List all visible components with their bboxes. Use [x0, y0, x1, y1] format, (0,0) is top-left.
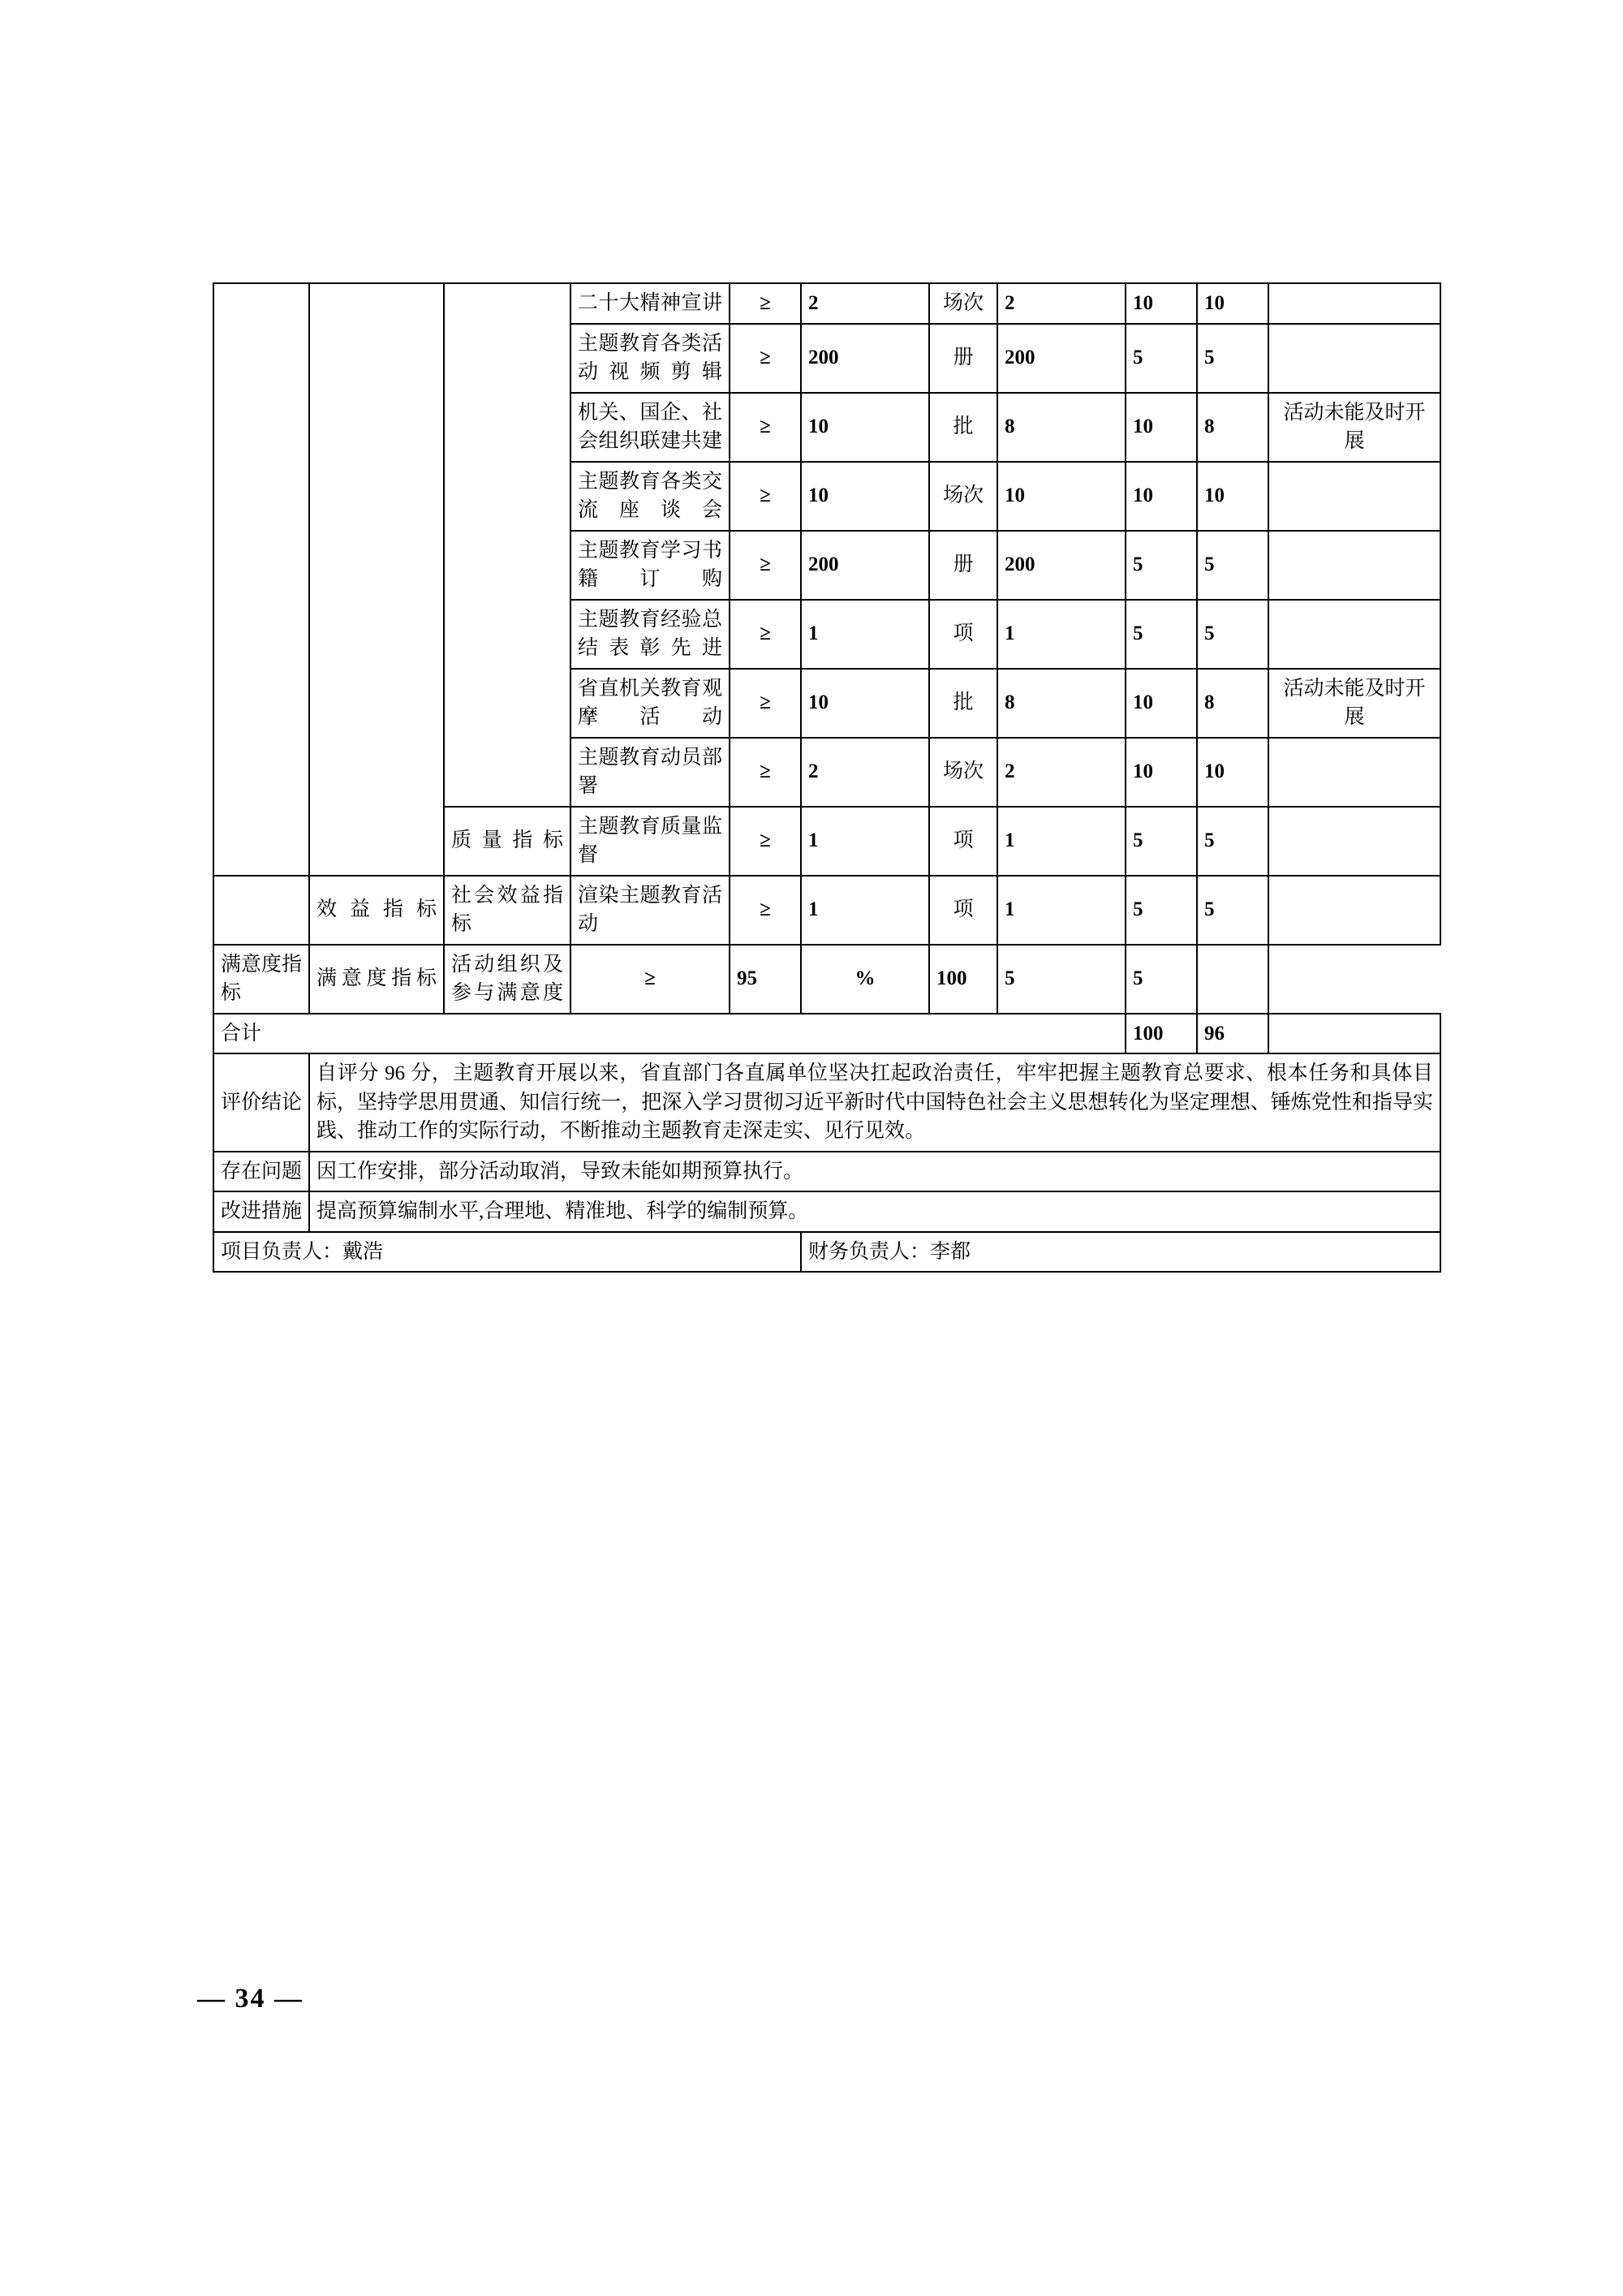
table-row — [213, 876, 1440, 945]
score-full: 5 — [1126, 876, 1197, 945]
unit-cell: 场次 — [929, 462, 997, 531]
remark-cell: 活动未能及时开展 — [1268, 669, 1440, 738]
level3-label: 社会效益指标 — [444, 876, 570, 945]
level2-label: 满意度指标 — [309, 945, 444, 1014]
actual-value: 8 — [997, 393, 1126, 462]
target-value: 200 — [801, 531, 929, 600]
conclusion-row — [213, 1053, 1440, 1152]
actual-value: 10 — [997, 462, 1126, 531]
unit-cell: 项 — [929, 600, 997, 669]
remark-cell — [1268, 738, 1440, 807]
score-full: 10 — [1126, 738, 1197, 807]
performance-evaluation-table — [213, 282, 1433, 1273]
level2-label: 效益指标 — [309, 876, 444, 945]
score-get: 10 — [1197, 283, 1268, 324]
score-get: 8 — [1197, 669, 1268, 738]
target-value: 10 — [801, 669, 929, 738]
symbol-cell: ≥ — [730, 600, 801, 669]
score-get: 5 — [1197, 531, 1268, 600]
score-full: 10 — [1126, 393, 1197, 462]
indicators-table — [213, 282, 1441, 1273]
total-score-get: 96 — [1197, 1014, 1268, 1054]
remark-cell — [1268, 283, 1440, 324]
target-value: 10 — [801, 462, 929, 531]
indicator-name: 渲染主题教育活动 — [570, 876, 730, 945]
score-get: 5 — [1197, 876, 1268, 945]
project-lead: 项目负责人：戴浩 — [213, 1232, 801, 1273]
score-full: 10 — [1126, 462, 1197, 531]
indicator-name: 二十大精神宣讲 — [570, 283, 730, 324]
indicator-name: 主题教育学习书籍订购 — [570, 531, 730, 600]
indicator-name: 主题教育动员部署 — [570, 738, 730, 807]
indicator-name: 省直机关教育观摩活动 — [570, 669, 730, 738]
remark-cell — [1268, 807, 1440, 876]
unit-cell: 批 — [929, 393, 997, 462]
unit-cell: 项 — [929, 807, 997, 876]
remark-cell — [1197, 945, 1268, 1014]
total-score-full: 100 — [1126, 1014, 1197, 1054]
indicator-name: 活动组织及参与满意度 — [444, 945, 570, 1014]
symbol-cell: ≥ — [730, 807, 801, 876]
remark-cell — [1268, 324, 1440, 393]
score-full: 5 — [997, 945, 1126, 1014]
conclusion-label: 评价结论 — [213, 1053, 309, 1152]
improvements-label: 改进措施 — [213, 1191, 309, 1232]
unit-cell: 册 — [929, 324, 997, 393]
target-value: 200 — [801, 324, 929, 393]
score-full: 5 — [1126, 807, 1197, 876]
score-get: 5 — [1197, 600, 1268, 669]
symbol-cell: ≥ — [730, 531, 801, 600]
target-value: 2 — [801, 283, 929, 324]
symbol-cell: ≥ — [730, 876, 801, 945]
score-full: 10 — [1126, 669, 1197, 738]
actual-value: 2 — [997, 283, 1126, 324]
actual-value: 1 — [997, 600, 1126, 669]
total-label: 合计 — [213, 1014, 1126, 1054]
symbol-cell: ≥ — [730, 738, 801, 807]
level1-label: 满意度指标 — [213, 945, 309, 1014]
score-full: 5 — [1126, 531, 1197, 600]
remark-cell — [1268, 462, 1440, 531]
actual-value: 200 — [997, 324, 1126, 393]
total-row — [213, 1014, 1440, 1054]
indicator-name: 机关、国企、社会组织联建共建 — [570, 393, 730, 462]
symbol-cell: ≥ — [730, 324, 801, 393]
score-get: 5 — [1197, 807, 1268, 876]
problems-label: 存在问题 — [213, 1152, 309, 1192]
improvements-row — [213, 1191, 1440, 1232]
page-number: — 34 — — [197, 1984, 304, 2014]
symbol-cell: ≥ — [730, 393, 801, 462]
actual-value: 1 — [997, 807, 1126, 876]
target-value: 95 — [730, 945, 801, 1014]
symbol-cell: ≥ — [730, 669, 801, 738]
score-full: 5 — [1126, 324, 1197, 393]
indicator-name: 主题教育各类活动视频剪辑 — [570, 324, 730, 393]
level1-cell-blank — [213, 876, 309, 945]
unit-cell: 册 — [929, 531, 997, 600]
problems-text: 因工作安排，部分活动取消，导致未能如期预算执行。 — [309, 1152, 1440, 1192]
finance-lead: 财务负责人：李都 — [801, 1232, 1440, 1273]
target-value: 2 — [801, 738, 929, 807]
unit-cell: 场次 — [929, 738, 997, 807]
table-row — [213, 283, 1440, 324]
score-get: 5 — [1197, 324, 1268, 393]
conclusion-text: 自评分 96 分，主题教育开展以来，省直部门各直属单位坚决扛起政治责任，牢牢把握主题教育总要求、根本任务和具体目标，坚持学思用贯通、知信行统一，把深入学习贯彻习近平新时代中国特色社会主义思想转化为坚定理想、锤炼党性和指导实践、推动工作的实际行动，不断推动主题教育走深走实、见行见效。 — [309, 1053, 1440, 1152]
level2-cell-blank — [309, 283, 444, 876]
symbol-cell: ≥ — [570, 945, 730, 1014]
target-value: 10 — [801, 393, 929, 462]
target-value: 1 — [801, 807, 929, 876]
actual-value: 100 — [929, 945, 997, 1014]
target-value: 1 — [801, 876, 929, 945]
actual-value: 8 — [997, 669, 1126, 738]
score-get: 8 — [1197, 393, 1268, 462]
score-full: 10 — [1126, 283, 1197, 324]
score-get: 10 — [1197, 738, 1268, 807]
unit-cell: % — [801, 945, 929, 1014]
actual-value: 2 — [997, 738, 1126, 807]
remark-cell — [1268, 531, 1440, 600]
remark-cell — [1268, 600, 1440, 669]
remark-cell: 活动未能及时开展 — [1268, 393, 1440, 462]
indicator-name: 主题教育质量监督 — [570, 807, 730, 876]
score-full: 5 — [1126, 600, 1197, 669]
problems-row — [213, 1152, 1440, 1192]
indicator-name: 主题教育经验总结表彰先进 — [570, 600, 730, 669]
symbol-cell: ≥ — [730, 283, 801, 324]
total-remark — [1268, 1014, 1440, 1054]
actual-value: 200 — [997, 531, 1126, 600]
signature-row — [213, 1232, 1440, 1273]
unit-cell: 场次 — [929, 283, 997, 324]
table-row — [213, 945, 1440, 1014]
level3-cell-blank — [444, 283, 570, 807]
level1-cell-blank — [213, 283, 309, 876]
actual-value: 1 — [997, 876, 1126, 945]
indicator-name: 主题教育各类交流座谈会 — [570, 462, 730, 531]
score-get: 5 — [1126, 945, 1197, 1014]
level3-label: 质量指标 — [444, 807, 570, 876]
improvements-text: 提高预算编制水平,合理地、精准地、科学的编制预算。 — [309, 1191, 1440, 1232]
symbol-cell: ≥ — [730, 462, 801, 531]
score-get: 10 — [1197, 462, 1268, 531]
unit-cell: 批 — [929, 669, 997, 738]
unit-cell: 项 — [929, 876, 997, 945]
remark-cell — [1268, 876, 1440, 945]
target-value: 1 — [801, 600, 929, 669]
